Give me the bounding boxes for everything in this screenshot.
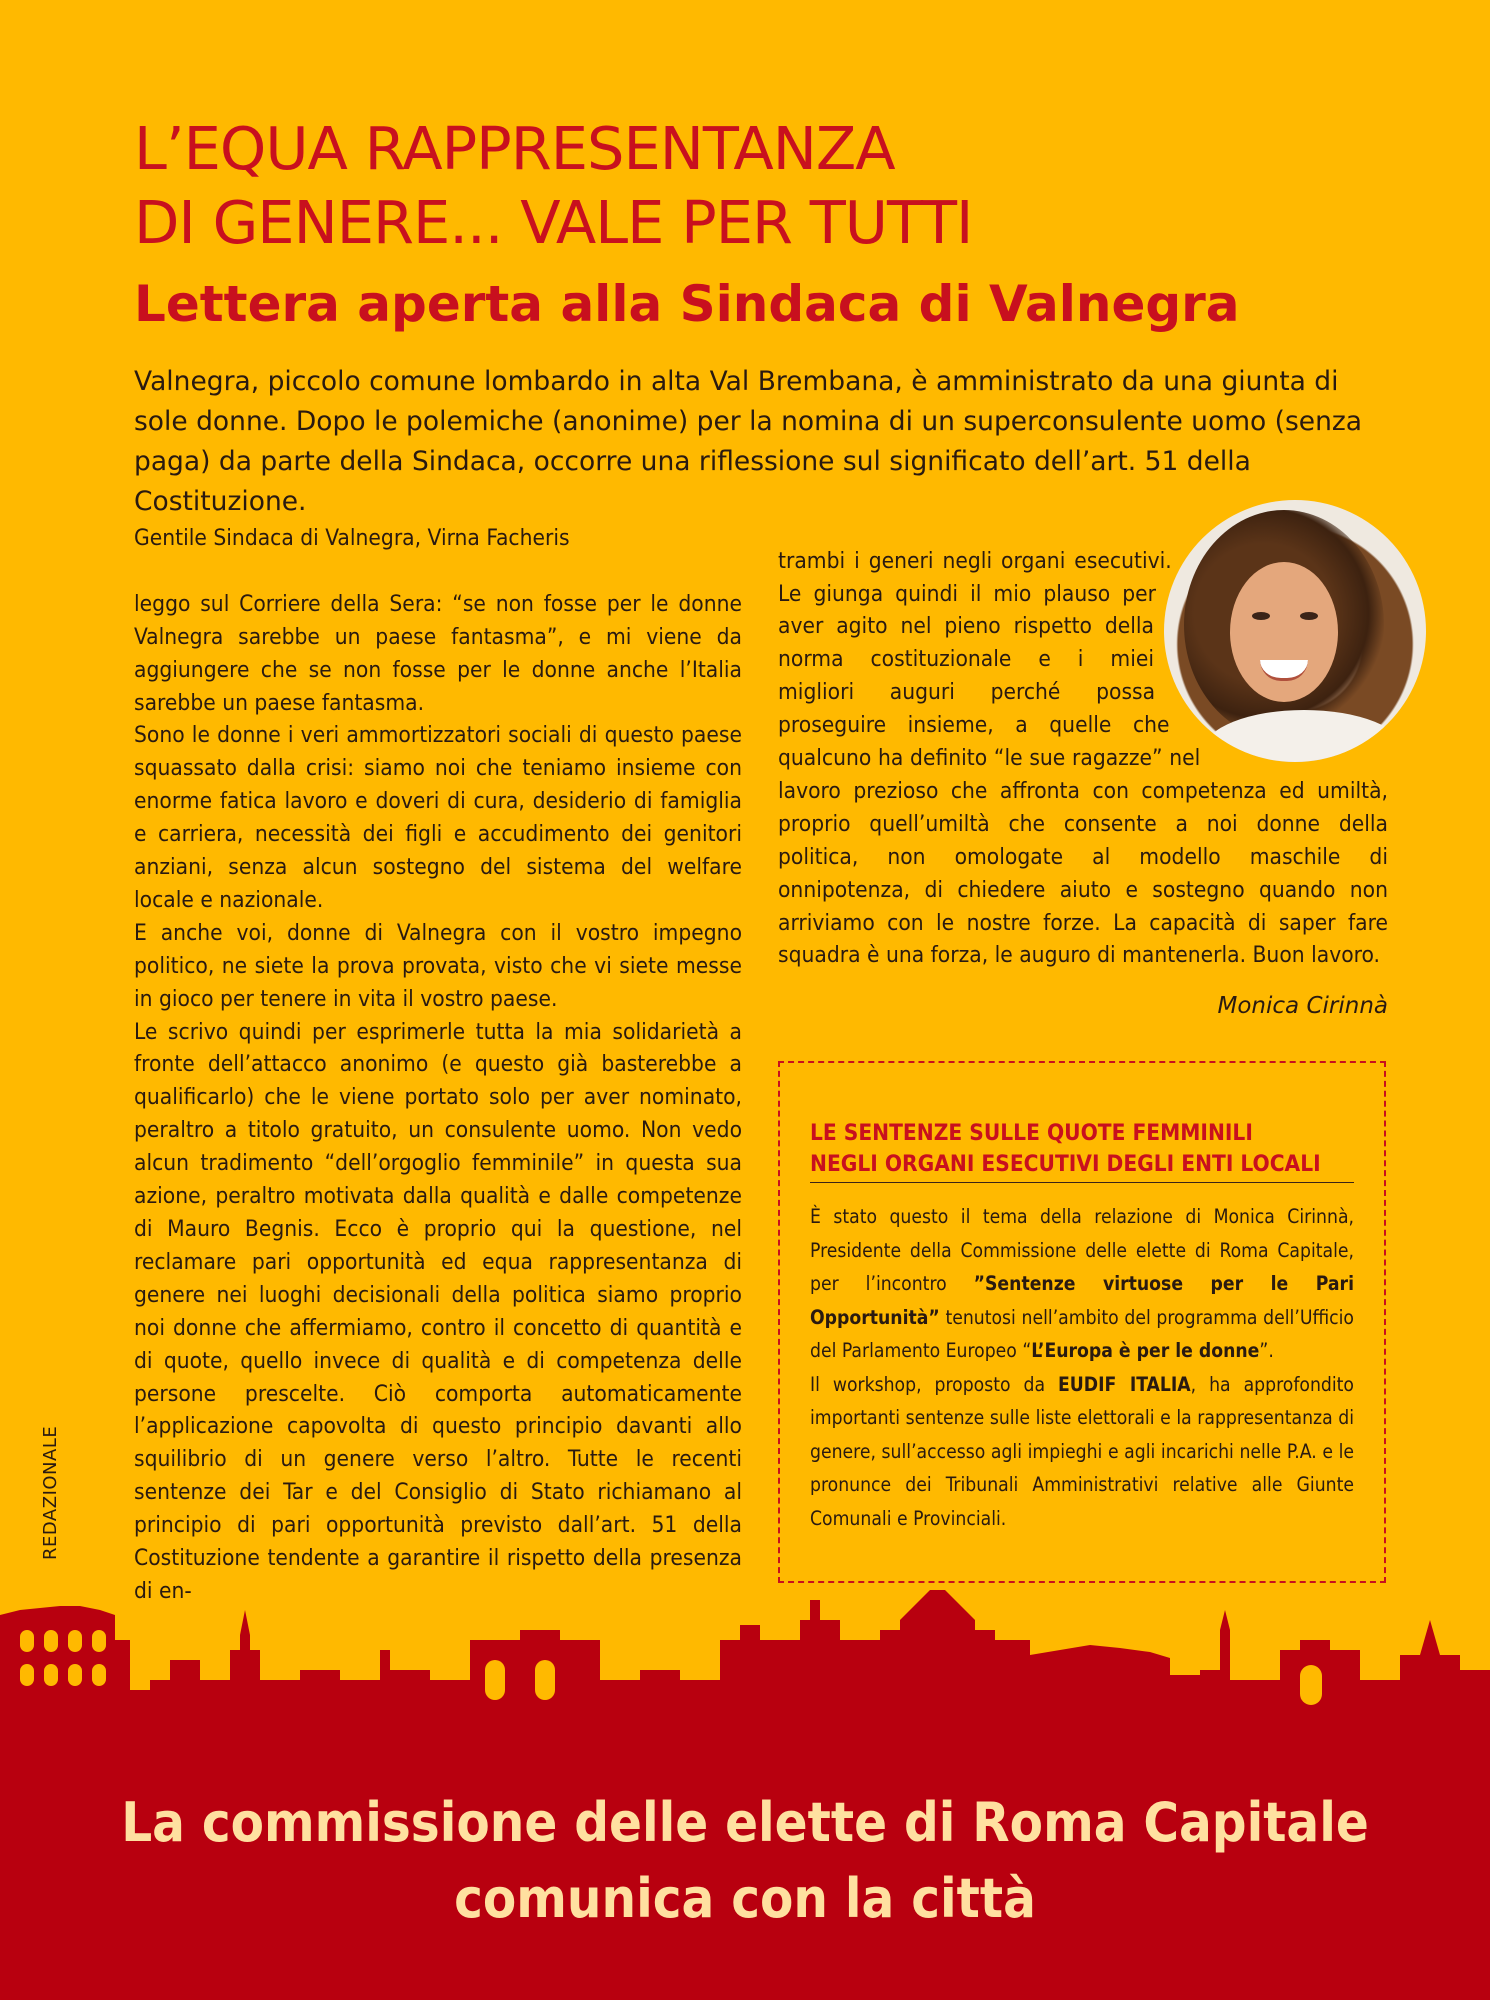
box-heading: LE SENTENZE SULLE QUOTE FEMMINILI NEGLI ORGANI ESECUTIVI DEGLI ENTI LOCALI [810, 1118, 1354, 1183]
lead-paragraph: Valnegra, piccolo comune lombardo in alta Val Brembana, è amministrato da una giunta di sole donne. Dopo le polemiche (anonime) per la nomina di un superconsulente uomo (senza paga) da parte della Sindaca, occorre una riflessione sul significato dell’art. 51 della Costituzione. [134, 366, 1363, 517]
letter-paragraph: leggo sul Corriere della Sera: “se non fosse per le donne Valnegra sarebbe un paese fantasma”, e mi viene da aggiungere che se non fosse per le donne anche l’Italia sarebbe un paese fantasma. [134, 590, 742, 716]
letter-paragraph: Le scrivo quindi per esprimerle tutta la mia solidarietà a fronte dell’attacco anonimo (e questo già basterebbe a qualificarlo) che le viene portato solo per aver nominato, peraltro a titolo gratuito, un consulente uomo. Non vedo alcun tradimento “dell’orgoglio femminile” in questa sua azione, peraltro motivata dalla qualità e dalle competenze di Mauro Begnis. Ecco è proprio qui la questione, nel reclamare pari opportunità ed equa rappresentanza di genere nei luoghi decisionali della politica siamo proprio noi donne che affermiamo, contro il concetto di quantità e di quote, quello invece di qualità e di competenza delle persone prescelte. Ciò comporta automaticamente l’applicazione capovolta di questo principio davanti allo squilibrio di un genere verso l’altro. Tutte le recenti sentenze dei Tar e del Consiglio di Stato richiamano al principio di pari opportunità previsto dall’art. 51 della Costituzione tendente a garantire il rispetto della presenza di en- [134, 1018, 742, 1604]
footer-tagline: La commissione delle elette di Roma Capitale comunica con la città [121, 1791, 1369, 1930]
title-line-1: L’EQUA RAPPRESENTANZA [134, 114, 895, 183]
author-portrait [1164, 500, 1426, 762]
letter-paragraph: Sono le donne i veri ammortizzatori sociali di questo paese squassato dalla crisi: siamo noi che teniamo insieme con enorme fatica lavoro e doveri di cura, desiderio di famiglia e carriera, necessità dei figli e accudimento dei genitori anziani, senza alcun sostegno del sistema del welfare locale e nazionale. [134, 722, 742, 913]
letter-paragraph-continued: trambi i generi negli organi esecutivi. Le giunga quindi il mio plauso per aver agito nel pieno rispetto della norma costituzionale e i miei migliori auguri perché possa proseguire insieme, a quelle che qualcuno ha definito “le sue ragazze” nel lavoro prezioso che affronta con competenza ed umiltà, proprio quell’umiltà che consente a noi donne della politica, non omologate al modello maschile di onnipotenza, di chiedere aiuto e sostegno quando non arriviamo con le nostre forze. La capacità di saper fare squadra è una forza, le auguro di mantenerla. Buon lavoro. [778, 547, 1388, 969]
box-body: È stato questo il tema della relazione di Monica Cirinnà, Presidente della Commissione delle elette di Roma Capitale, per l’incontro ”Sentenze virtuose per le Pari Opportunità” tenutosi nell’ambito del programma dell’Ufficio del Parlamento Europeo “L’Europa è per le donne”. Il workshop, proposto da EUDIF ITALIA, ha approfondito importanti sentenze sulle liste elettorali e la rappresentanza di genere, sull’accesso agli impieghi e agli incarichi nelle P.A. e le pronunce dei Tribunali Amministrativi relative alle Giunte Comunali e Provinciali. [810, 1205, 1354, 1530]
sidebar-box [778, 1061, 1386, 1583]
article-title [134, 112, 1394, 260]
section-label: REDAZIONALE [40, 1425, 61, 1560]
letter-paragraph: E anche voi, donne di Valnegra con il vostro impegno politico, ne siete la prova provata, visto che vi siete messe in gioco per tenere in vita il vostro paese. [134, 919, 742, 1012]
letter-column-left [134, 522, 742, 1608]
letter-signature: Monica Cirinnà [1217, 993, 1388, 1019]
letter-column-right [778, 522, 1388, 995]
rome-skyline-illustration [0, 1580, 1490, 1725]
article-subtitle: Lettera aperta alla Sindaca di Valnegra [134, 275, 1240, 333]
title-line-2: DI GENERE... VALE PER TUTTI [134, 188, 973, 257]
letter-greeting: Gentile Sindaca di Valnegra, Virna Facheris [134, 525, 570, 551]
